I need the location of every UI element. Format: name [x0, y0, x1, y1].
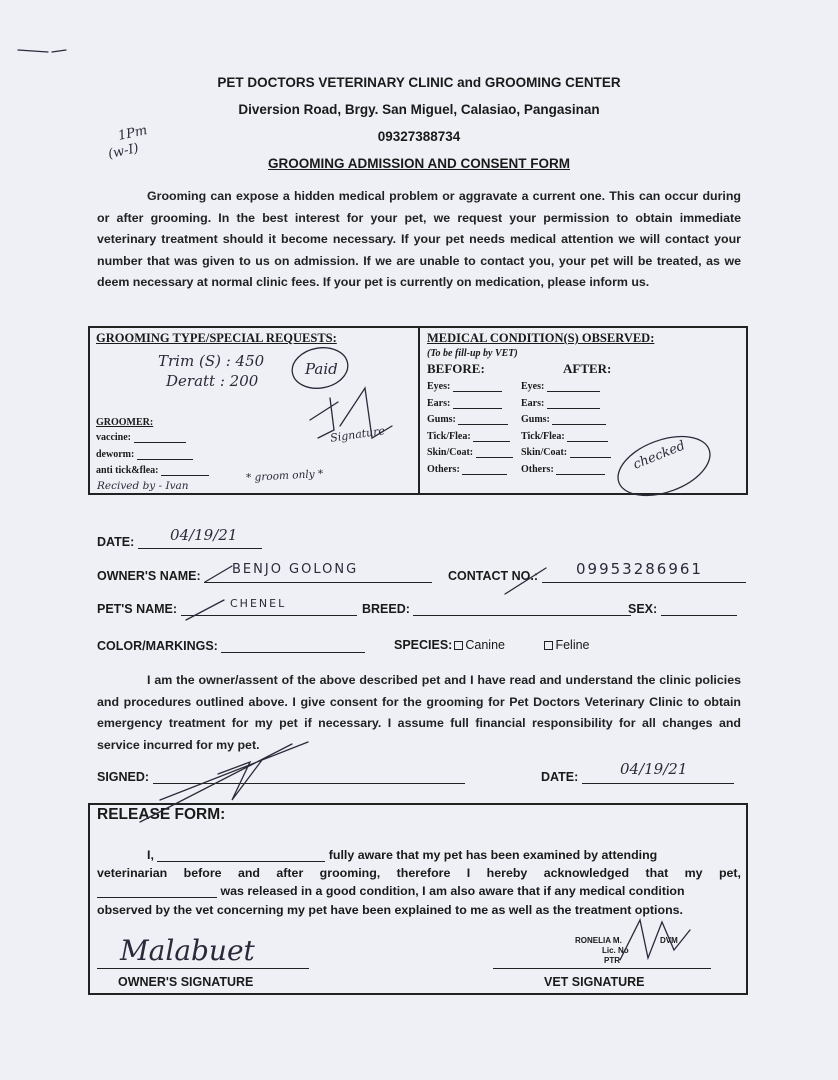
canine-label: Canine	[465, 638, 505, 652]
release-i: I,	[147, 848, 154, 862]
medical-after-label: Others:	[521, 464, 554, 475]
vet-stamp-dvm: DVM	[660, 936, 678, 945]
groomer-label: GROOMER:	[96, 417, 154, 428]
signed-label: SIGNED:	[97, 770, 150, 784]
contact-label: CONTACT NO.:	[448, 569, 539, 583]
form-title: GROOMING ADMISSION AND CONSENT FORM	[268, 156, 570, 171]
signed-date-label: DATE:	[541, 770, 579, 784]
owner-signature-label: OWNER'S SIGNATURE	[118, 975, 254, 989]
grooming-heading: GROOMING TYPE/SPECIAL REQUESTS:	[96, 331, 337, 345]
handwritten-checked: checked	[631, 438, 688, 473]
date-label: DATE:	[97, 535, 135, 549]
grooming-signature	[310, 388, 392, 438]
after-heading: AFTER:	[563, 361, 612, 376]
medical-after-label: Skin/Coat:	[521, 447, 568, 459]
margin-note-time: 1Pm	[116, 123, 149, 144]
vet-stamp-ptr: PTR	[604, 956, 620, 965]
checked-circle	[610, 425, 718, 507]
vet-stamp-license: Lic. No	[602, 946, 629, 955]
owner-signature-scrawl: Malabuet	[120, 934, 255, 967]
margin-tick	[18, 50, 66, 52]
medical-heading: MEDICAL CONDITION(S) OBSERVED:	[427, 331, 655, 345]
breed-label: BREED:	[362, 602, 410, 616]
medical-before-label: Eyes:	[427, 381, 451, 392]
clinic-address: Diversion Road, Brgy. San Miguel, Calasiao, Pangasinan	[238, 102, 600, 117]
medical-after-label: Ears:	[521, 397, 545, 409]
medical-after-label: Eyes:	[521, 381, 545, 392]
color-markings-label: COLOR/MARKINGS:	[97, 639, 218, 653]
release-line-2: veterinarian before and after grooming, therefore I hereby acknowledged that my pet,	[97, 866, 741, 880]
handwritten-groom-only: * groom only *	[245, 467, 324, 485]
medical-subheading: (To be fill-up by VET)	[427, 348, 518, 359]
consent-text: I am the owner/assent of the above described pet and I have read and understand the clinic policies and procedures outlined above. I give consent for the grooming for Pet Doctors Veterinary Clinic to obtain emergency treatment for my pet if necessary. I assume full financial responsibility for all changes and service incurred for my pet.	[97, 673, 741, 752]
release-text-3: was released in a good condition, I am also aware that if any medical condition	[220, 884, 685, 898]
feline-label: Feline	[555, 638, 590, 652]
margin-note-code: (w-I)	[106, 140, 141, 163]
medical-before-label: Tick/Flea:	[427, 430, 471, 442]
owner-name-label: OWNER'S NAME:	[97, 569, 201, 583]
vet-stamp-name: RONELIA M.	[575, 936, 622, 945]
intro-text: Grooming can expose a hidden medical problem or aggravate a current one. This can occur during or after grooming. In the best interest for your pet, we request your permission to obtain immediate veterinary treatment should it become necessary. If your pet needs medical attention we will contact your number that was given to us on admission. If we are unable to contact you, your pet will be treated, as we deem necessary at normal clinic fees. If your pet is currently on medication, please inform us.	[97, 189, 741, 289]
handwritten-received-by: Recived by - Ivan	[97, 480, 189, 492]
vet-signature-label: VET SIGNATURE	[544, 975, 645, 989]
anti-tick-label: anti tick&flea:	[96, 465, 159, 476]
medical-before-label: Skin/Coat:	[427, 447, 474, 459]
medical-before-label: Ears:	[427, 397, 451, 409]
deworm-label: deworm:	[96, 449, 135, 460]
pet-name-label: PET'S NAME:	[97, 602, 178, 616]
clinic-phone: 09327388734	[377, 129, 461, 144]
release-heading: RELEASE FORM:	[97, 806, 226, 823]
sex-label: SEX:	[628, 602, 658, 616]
owner-strike	[205, 566, 232, 582]
clinic-name: PET DOCTORS VETERINARY CLINIC and GROOMING CENTER	[217, 75, 621, 90]
medical-before-label: Others:	[427, 464, 460, 475]
medical-before-label: Gums:	[427, 414, 456, 426]
vet-signature	[620, 920, 690, 960]
before-heading: BEFORE:	[427, 361, 485, 376]
vaccine-label: vaccine:	[96, 432, 131, 443]
owner-name-value: BENJO GOLONG	[232, 562, 359, 577]
handwritten-signature-note: Signature	[329, 424, 386, 445]
release-text-1: fully aware that my pet has been examined by attending	[328, 848, 658, 862]
handwritten-deratt-price: Deratt : 200	[166, 372, 259, 390]
release-line-4: observed by the vet concerning my pet have been explained to me as well as the treatment options.	[97, 903, 683, 917]
paid-circle	[289, 343, 351, 392]
medical-after-label: Tick/Flea:	[521, 430, 565, 442]
signed-date-value: 04/19/21	[620, 760, 688, 778]
medical-after-label: Gums:	[521, 414, 550, 426]
species-label: SPECIES:	[394, 638, 453, 652]
handwritten-trim-price: Trim (S) : 450	[158, 352, 265, 370]
signed-signature	[140, 742, 308, 822]
pet-name-value: CHENEL	[230, 597, 287, 610]
contact-value: 09953286961	[576, 560, 703, 578]
date-value: 04/19/21	[170, 526, 238, 544]
handwritten-paid: Paid	[305, 360, 338, 378]
pet-strike	[186, 600, 224, 620]
contact-strike	[505, 568, 546, 594]
